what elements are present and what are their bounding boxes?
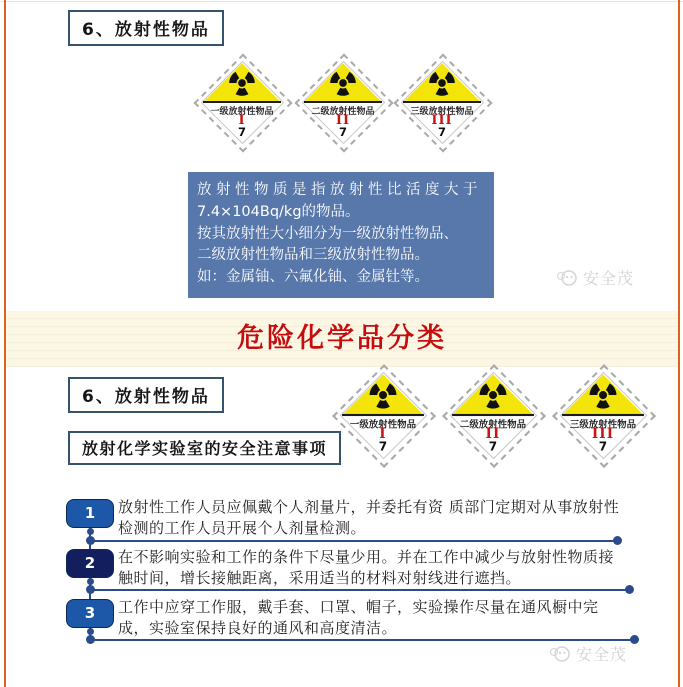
page-top-divider bbox=[0, 1, 683, 2]
diamond-label: 二级放射性物品 bbox=[311, 107, 375, 117]
step-1-badge bbox=[66, 499, 114, 528]
hazard-diamond-class3 bbox=[552, 364, 655, 467]
step-2-number: 2 bbox=[84, 554, 96, 572]
diamond-roman-numeral: I bbox=[379, 426, 387, 443]
diamond-divider-line bbox=[452, 414, 534, 416]
section1-header bbox=[68, 10, 224, 46]
timeline-dot bbox=[87, 528, 94, 535]
hazard-diamond-class3 bbox=[393, 53, 491, 151]
hazard-diamond-class1 bbox=[193, 53, 291, 151]
radioactive-definition-box bbox=[188, 172, 494, 298]
radiation-trefoil-icon bbox=[226, 67, 258, 99]
step-2-text: 在不影响实验和工作的条件下尽量少用。并在工作中减少与放射性物质接触时间，增长接触距离，采用适当的材料对射线进行遮挡。 bbox=[118, 548, 615, 588]
section2-subheader bbox=[68, 431, 341, 465]
definition-line: 放射性物质是指放射性比活度大于 bbox=[197, 182, 482, 198]
definition-line: 如：金属铀、六氟化铀、金属钍等。 bbox=[197, 269, 429, 285]
definition-line: 二级放射性物品和三级放射性物品。 bbox=[197, 247, 429, 264]
diamond-label: 一级放射性物品 bbox=[210, 107, 274, 117]
step-3-badge bbox=[66, 599, 114, 628]
section2-subheader-label: 放射化学实验室的安全注意事项 bbox=[82, 439, 328, 458]
timeline-separator bbox=[90, 639, 635, 641]
diamond-roman-numeral: I bbox=[238, 113, 246, 128]
section1-header-label: 6、放射性物品 bbox=[82, 20, 210, 40]
section2-header bbox=[68, 377, 224, 413]
step-3-number: 3 bbox=[84, 604, 96, 622]
hazard-diamond-class2 bbox=[294, 53, 392, 151]
diamond-class-number: 7 bbox=[378, 439, 388, 454]
timeline-dot bbox=[87, 578, 94, 585]
timeline-dot bbox=[86, 536, 95, 545]
category-banner bbox=[6, 311, 678, 367]
section2-header-label: 6、放射性物品 bbox=[82, 387, 210, 407]
step-2-badge bbox=[66, 549, 114, 578]
diamond-divider-line bbox=[342, 414, 424, 416]
watermark-text: 安全茂 bbox=[576, 645, 628, 664]
anquanmao-logo-icon bbox=[549, 644, 571, 664]
timeline-dot bbox=[630, 635, 639, 644]
diamond-label: 一级放射性物品 bbox=[349, 420, 417, 431]
hazard-diamond-class1 bbox=[332, 364, 435, 467]
diamond-roman-numeral: II bbox=[335, 113, 351, 128]
diamond-label: 三级放射性物品 bbox=[569, 420, 637, 431]
diamond-class-number: 7 bbox=[598, 439, 608, 454]
definition-line: 7.4×104Bq/kg的物品。 bbox=[197, 203, 360, 220]
timeline-separator bbox=[90, 589, 630, 591]
diamond-class-number: 7 bbox=[437, 125, 446, 139]
diamond-divider-line bbox=[203, 101, 281, 103]
step-3-text: 工作中应穿工作服，戴手套、口罩、帽子，实验操作尽量在通风橱中完成，实验室保持良好的通风和高度清洁。 bbox=[118, 598, 599, 638]
watermark-text: 安全茂 bbox=[583, 269, 635, 288]
timeline-dot bbox=[86, 585, 95, 594]
step-1-text: 放射性工作人员应佩戴个人剂量片，并委托有资 质部门定期对从事放射性检测的工作人员开展个人剂量检测。 bbox=[118, 498, 620, 538]
radiation-trefoil-icon bbox=[426, 67, 458, 99]
timeline-separator bbox=[90, 540, 618, 542]
timeline-dot bbox=[87, 628, 94, 635]
radiation-trefoil-icon bbox=[586, 378, 620, 412]
diamond-divider-line bbox=[562, 414, 644, 416]
page-right-border bbox=[678, 0, 680, 687]
diamond-divider-line bbox=[403, 101, 481, 103]
radiation-trefoil-icon bbox=[476, 378, 510, 412]
diamond-class-number: 7 bbox=[488, 439, 498, 454]
diamond-class-number: 7 bbox=[338, 125, 347, 139]
step-1-number: 1 bbox=[84, 504, 96, 522]
definition-line: 按其放射性大小细分为一级放射性物品、 bbox=[197, 225, 458, 242]
diamond-roman-numeral: II bbox=[485, 426, 501, 443]
timeline-dot bbox=[86, 635, 95, 644]
diamond-roman-numeral: III bbox=[431, 113, 453, 128]
banner-title: 危险化学品分类 bbox=[237, 323, 447, 354]
diamond-class-number: 7 bbox=[237, 125, 246, 139]
radiation-trefoil-icon bbox=[366, 378, 400, 412]
diamond-label: 二级放射性物品 bbox=[459, 420, 527, 431]
anquanmao-logo-icon bbox=[556, 268, 578, 288]
hazard-diamond-class2 bbox=[442, 364, 545, 467]
diamond-label: 三级放射性物品 bbox=[410, 107, 474, 117]
radiation-trefoil-icon bbox=[327, 67, 359, 99]
timeline-dot bbox=[613, 536, 622, 545]
diamond-roman-numeral: III bbox=[591, 426, 615, 443]
watermark-anquanmao bbox=[549, 642, 627, 665]
timeline-dot bbox=[625, 585, 634, 594]
watermark-anquanmao bbox=[556, 266, 634, 289]
diamond-divider-line bbox=[304, 101, 382, 103]
